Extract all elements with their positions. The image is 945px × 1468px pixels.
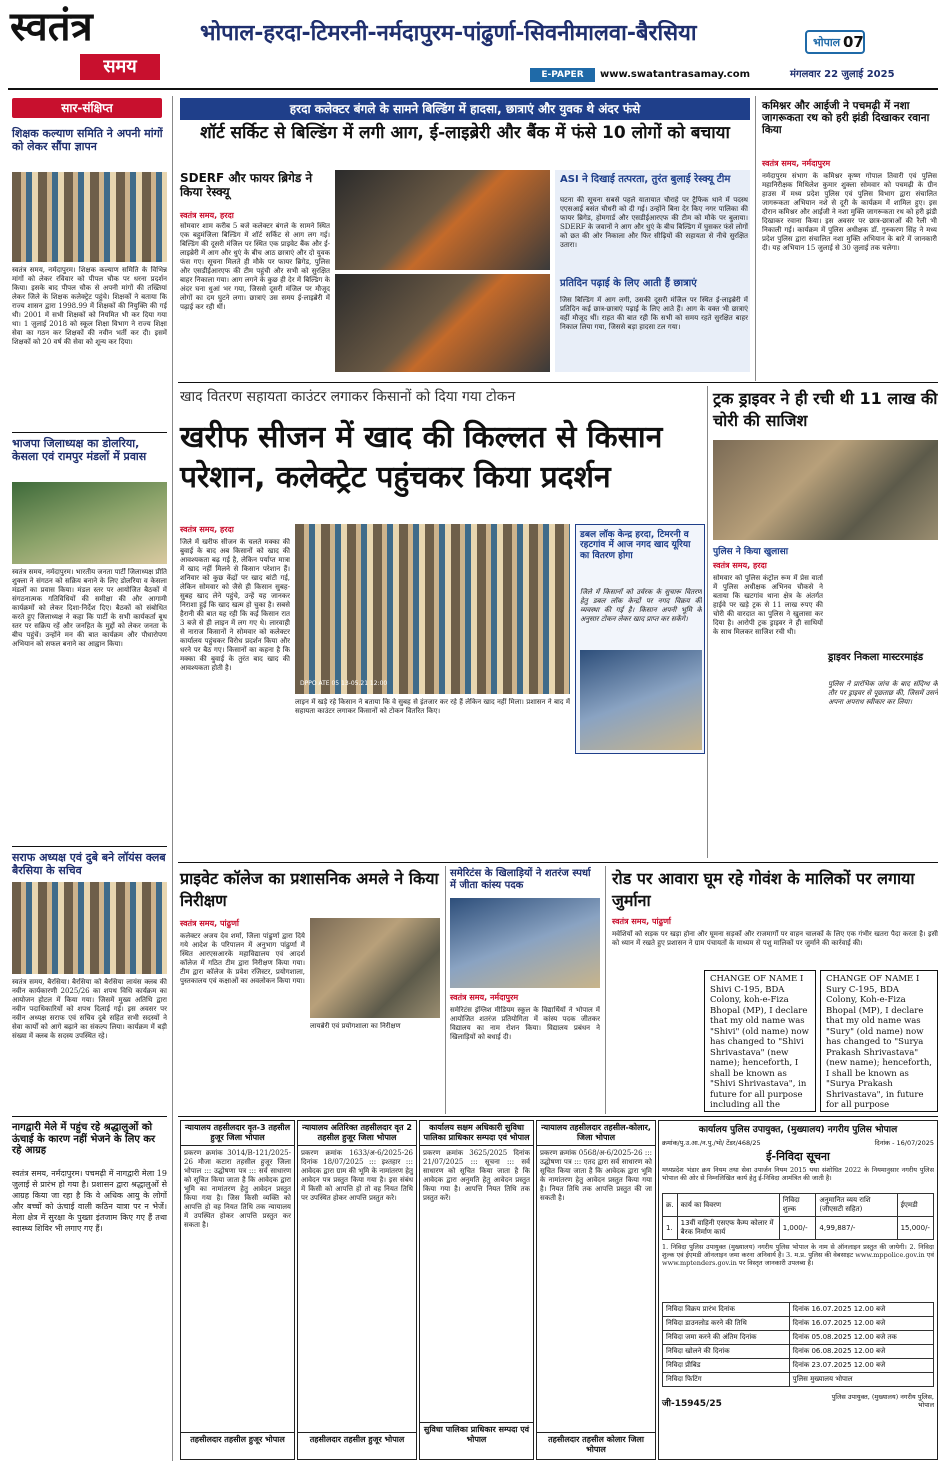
tender-col: अनुमानित व्यय राशि (जीएसटी सहित) (816, 1194, 897, 1217)
tender-notice (658, 1120, 938, 1460)
lead-body: सोमवार शाम करीब 5 बजे कलेक्टर बंगले के सामने स्थित एक बहुमंजिला बिल्डिंग में शॉर्ट सर्किट से आग लग गई। बिल्डिंग की दूसरी मंजिल पर स्थित एक प्राइवेट बैंक और ई-लाइब्रेरी में आग और धुएं के बीच आठ छात्राएं और दो युवक फंस गए। सूचना मिलते ही मौके पर फायर ब्रिगेड, पुलिस और एसडीईआरएफ की टीम पहुंची और सभी को सुरक्षित बाहर निकाला गया। आग लगने के कुछ ही देर में बिल्डिंग के अंदर घना धुआं भर गया, जिससे दूसरी मंजिल पर मौजूद लोगों का दम घुटने लगा। छात्राएं उस समय ई-लाइब्रेरी में पढ़ाई कर रही थीं। (180, 222, 330, 311)
table-row (663, 1331, 934, 1345)
page-number: 07 (843, 33, 864, 51)
college-headline: प्राइवेट कॉलेज का प्रशासनिक अमले ने किया निरीक्षण (180, 869, 439, 910)
sidebar-divider-2 (12, 846, 167, 847)
college-byline: स्वतंत्र समय, पांढुर्णा (180, 919, 239, 928)
story1-photo (12, 172, 167, 262)
story1-body: स्वतंत्र समय, नर्मदापुरम। शिक्षक कल्याण समिति के विभिन्न मांगों को लेकर रविवार को पीपल चौक पर धरना प्रदर्शन किया। इसके बाद पीपल चौक से अपनी मांगों की तख्तियां लेकर जिले के शिक्षक कलेक्ट्रेट पहुंचे। शिक्षकों ने बताया कि राज्य शासन द्वारा 1998.99 में शिक्षकों की नियुक्ति की गई थी। 2001 में सभी शिक्षकों को नियमित भी कर दिया गया था। 1 जुलाई 2018 को स्कूल शिक्षा विभाग ने राज्य शिक्षा सेवा का गठन कर शिक्षकों की नवीन भर्ती कर दी। इसमें शिक्षकों को 20 वर्ष की सेवा को शून्य कर दिया। (12, 266, 167, 346)
table-row (663, 1373, 934, 1387)
legal-ad-1 (180, 1120, 295, 1460)
lead-side-body: घटना की सूचना सबसे पहले यातायात चौराहे पर ट्रैफिक थाने में पदस्थ एएसआई बसंत चौधरी को दी गई। उन्होंने बिना देर किए नगर पालिका की फायर ब्रिगेड, होमगार्ड और एसडीईआरएफ की टीम को मौके पर बुलाया। SDERF के जवानों ने आग और धुएं के बीच बिल्डिंग में घुसकर फंसे लोगों को छत की ओर निकाला और फिर सीढ़ियों की सहायता से नीचे सुरक्षित उतारा। (560, 196, 748, 249)
section-title: सार-संक्षिप्त (61, 101, 113, 115)
legal-ad-3-body: प्रकरण क्रमांक 3625/2025 दिनांक 21/07/2025 ::: सूचना ::: सर्व साधारण को सूचित किया जाता है कि आवेदक द्वारा अनुमति हेतु आवेदन प्रस्तुत किया गया है। आपत्ति नियत तिथि तक प्रस्तुत करें। (423, 1149, 530, 1202)
sidebar-divider-1 (12, 432, 167, 433)
lead-photo-top (335, 170, 550, 270)
chess-photo (450, 898, 600, 988)
schedule-label: निविदा विक्रय प्रारंभ दिनांक (663, 1303, 790, 1317)
legal-ad-2-foot: तहसीलदार तहसील हुजूर भोपाल (298, 1432, 416, 1447)
edition-label: भोपाल (813, 36, 841, 49)
story3-body: स्वतंत्र समय, बैरसिया। बैरसिया को बैरसिया लायंस क्लब की नवीन कार्यकारणी 2025/26 का शपथ विधि कार्यक्रम का आयोजन होटल में किया गया। जिसमें मुख्य अतिथि द्वारा नवीन पदाधिकारियों को शपथ दिलाई गई। इस अवसर पर नवीन अध्यक्ष सराफ एवं सचिव दुबे सहित सभी सदस्यों ने सेवा कार्यों को आगे बढ़ाने का संकल्प लिया। कार्यक्रम में बड़ी संख्या में क्लब के सदस्य उपस्थित रहे। (12, 978, 167, 1040)
schedule-value: दिनांक 23.07.2025 12.00 बजे (789, 1359, 933, 1373)
lead-right-rule (755, 96, 756, 381)
legal-ad-2-head: न्यायालय अतिरिक्त तहसीलदार वृत 2 तहसील हुजूर जिला भोपाल (298, 1121, 416, 1146)
cattle-headline: रोड पर आवारा घूम रहे गोवंश के मालिकों पर लगाया जुर्माना (612, 869, 915, 910)
chess-headline: समेरिटंस के खिलाड़ियों ने शतरंज स्पर्धा में जीता कांस्य पदक (450, 868, 591, 891)
name-change-notice-1: CHANGE OF NAME I Shivi C-195, BDA Colony, koh-e-Fiza Bhopal (MP), I declare that my old name was "Shivi" (old name) now has changed to "Shivi Shrivastava" (new name); henceforth, I shall be known as "Shivi Shrivastava", in future for all purpose including all the (704, 970, 816, 1112)
truck-photo-caption: पुलिस ने किया खुलासा (713, 547, 789, 557)
truck-sub-body: पुलिस ने प्रारंभिक जांच के बाद संदिग्ध के तौर पर ड्राइवर से पूछताछ की, जिसमें उसने अपना अपराध स्वीकार कर लिया। (828, 680, 938, 706)
schedule-value: दिनांक 06.08.2025 12.00 बजे (789, 1345, 933, 1359)
tender-cell: 1,000/- (779, 1217, 816, 1240)
story2-headline: भाजपा जिलाध्यक्ष का डोलरिया, केसला एवं रामपुर मंडलों में प्रवास (12, 437, 147, 463)
farmers-kicker: खाद वितरण सहायता काउंटर लगाकर किसानों को दिया गया टोकन (180, 389, 516, 405)
college-photo-caption: लायब्रेरी एवं प्रयोगशाला का निरीक्षण (310, 1022, 401, 1030)
table-row (663, 1359, 934, 1373)
legal-ad-4-body: प्रकरण क्रमांक 0568/अ-6/2025-26 ::: उद्घोषणा पत्र ::: एतद द्वारा सर्व साधारण को सूचित किया जाता है कि आवेदक द्वारा भूमि के नामांतरण हेतु आवेदन प्रस्तुत किया गया है। नियत तिथि तक आपत्ति प्रस्तुत की जा सकती है। (540, 1149, 652, 1202)
tender-schedule (662, 1302, 934, 1387)
story3-headline: सराफ अध्यक्ष एवं दुबे बने लॉयंस क्लब बैरसिया के सचिव (12, 851, 166, 877)
logo-bottom: समय (103, 56, 137, 77)
tender-meta (662, 1138, 934, 1147)
truck-subhead: ड्राइवर निकला मास्टरमाइंड (828, 652, 924, 663)
section-badge (12, 98, 162, 118)
lead-side-head2: प्रतिदिन पढ़ाई के लिए आती हैं छात्राएं (560, 278, 697, 289)
legal-ad-1-foot: तहसीलदार तहसील हुजूर भोपाल (181, 1432, 294, 1447)
schedule-value: दिनांक 16.07.2025 12.00 बजे (789, 1303, 933, 1317)
chess-body: समेरिटंस इंग्लिश मीडियम स्कूल के विद्यार्थियों ने भोपाल में आयोजित शतरंज प्रतियोगिता में कांस्य पदक जीतकर विद्यालय का नाम रोशन किया। विद्यालय प्रबंधन ने खिलाड़ियों को बधाई दी। (450, 1006, 600, 1041)
masthead-logo (10, 4, 190, 84)
lead-kicker: हरदा कलेक्टर बंगले के सामने बिल्डिंग में हादसा, छात्राएं और युवक थे अंदर फंसे (289, 102, 641, 116)
cattle-byline: स्वतंत्र समय, पांढुर्णा (612, 917, 671, 926)
epaper-label: E-PAPER (541, 70, 584, 80)
story2-body: स्वतंत्र समय, नर्मदापुरम। भारतीय जनता पार्टी जिलाध्यक्ष प्रीति शुक्ला ने संगठन को सक्रिय बनाने के लिए डोलरिया व केसला मंडलों का प्रवास किया। मंडल स्तर पर आयोजित बैठकों में संगठनात्मक गतिविधियों की समीक्षा की और आगामी कार्यक्रमों को लेकर दिशा-निर्देश दिए। बैठकों को संबोधित करते हुए जिलाध्यक्ष ने कहा कि पार्टी के सभी कार्यकर्ता बूथ स्तर पर सक्रिय रहें और जनहित के मुद्दों को लेकर जनता के बीच पहुंचें। उन्होंने मन की बात कार्यक्रम और पौधारोपण अभियान को सफल बनाने का आह्वान किया। (12, 568, 167, 648)
tender-code: जी-15945/25 (662, 1399, 722, 1409)
ads-top-rule (178, 1116, 938, 1117)
table-row (663, 1217, 934, 1240)
tender-col: क्र. (663, 1194, 678, 1217)
epaper-badge (530, 68, 595, 82)
chess-right-rule (605, 866, 606, 1114)
table-row (663, 1317, 934, 1331)
truck-byline: स्वतंत्र समय, हरदा (713, 561, 767, 570)
mid-rule (178, 862, 938, 863)
legal-ad-2-body: प्रकरण क्रमांक 1633/अ-6/2025-26 दिनांक 18/07/2025 ::: इश्तहार ::: आवेदक द्वारा ग्राम की भूमि के नामांतरण हेतु आवेदन पत्र प्रस्तुत किया गया है। इस संबंध में किसी को आपत्ति हो तो वह नियत तिथि पर उपस्थित होकर आपत्ति प्रस्तुत करे। (301, 1149, 413, 1202)
legal-ad-4-foot: तहसीलदार तहसील कोलार जिला भोपाल (537, 1432, 655, 1457)
lead-kicker-bar (180, 98, 750, 120)
farmers-photo (295, 524, 570, 694)
schedule-value: दिनांक 16.07.2025 12.00 बजे (789, 1317, 933, 1331)
tender-header-row (663, 1194, 934, 1217)
pachmarhi-byline: स्वतंत्र समय, नर्मदापुरम (762, 159, 831, 168)
tender-cell: 13वीं वाहिनी एसएफ कैम्प कोलार में बैरक निर्माण कार्य (677, 1217, 779, 1240)
story2-photo (12, 482, 167, 564)
lead-side-body2: जिस बिल्डिंग में आग लगी, उसकी दूसरी मंजिल पर स्थित ई-लाइब्रेरी में प्रतिदिन कई छात्र-छात्राएं पढ़ाई के लिए आते हैं। आग के वक्त भी छात्राएं वहीं मौजूद थीं। राहत की बात रही कि सभी को समय रहते सुरक्षित बाहर निकाल लिया गया, जिससे बड़ा हादसा टल गया। (560, 296, 748, 331)
schedule-label: निविदा फिटिंग (663, 1373, 790, 1387)
lead-side-head: ASI ने दिखाई तत्परता, तुरंत बुलाई रेस्क्यू टीम (560, 174, 731, 185)
table-row (663, 1303, 934, 1317)
schedule-label: निविदा खोलने की दिनांक (663, 1345, 790, 1359)
farmers-byline: स्वतंत्र समय, हरदा (180, 525, 234, 534)
farmers-photo-stamp: DPPO ATE 05 13-05.21 12:00 (300, 680, 388, 687)
issue-date: मंगलवार 22 जुलाई 2025 (790, 69, 895, 80)
lead-bottom-rule (178, 382, 938, 383)
farmers-right-rule (707, 386, 708, 858)
legal-ad-3-head: कार्यालय सक्षम अधिकारी सुविधा पालिका प्राधिकार सम्पदा एवं भोपाल (420, 1121, 533, 1146)
legal-ad-4 (536, 1120, 656, 1460)
tender-col: कार्य का विवरण (677, 1194, 779, 1217)
legal-ad-3 (419, 1120, 534, 1460)
sidebar-divider-3 (12, 1116, 167, 1117)
tender-sign: पुलिस उपायुक्त, (मुख्यालय) नगरीय पुलिस, भोपाल (831, 1393, 934, 1409)
lead-subhead: SDERF और फायर ब्रिगेड ने किया रेस्क्यू (180, 171, 313, 199)
tender-intro: मध्यप्रदेश भंडार क्रय नियम तथा सेवा उपार्जन नियम 2015 यथा संशोधित 2022 के नियमानुसार नगरीय पुलिस भोपाल की ओर से निम्नलिखित कार्य हेतु ई-निविदा आमंत्रित की जाती है। (662, 1166, 934, 1182)
lead-headline: शॉर्ट सर्किट से बिल्डिंग में लगी आग, ई-लाइब्रेरी और बैंक में फंसे 10 लोगों को बचाया (200, 123, 730, 143)
truck-body: सोमवार को पुलिस कंट्रोल रूम में प्रेस वार्ता में पुलिस अधीक्षक अभिनव चौकसे ने बताया कि खटगांव थाना क्षेत्र के अंतर्गत हाईवे पर खड़े ट्रक से 11 लाख रुपए की चोरी की वारदात का पुलिस ने खुलासा कर दिया है। आरोपी ट्रक ड्राइवर ने ही साथियों के साथ मिलकर साजिश रची थी। (713, 574, 823, 636)
pachmarhi-headline: कमिश्नर और आईजी ने पचमढ़ी में नशा जागरूकता रथ को हरी झंडी दिखाकर रवाना किया (762, 100, 930, 137)
website-link[interactable]: www.swatantrasamay.com (600, 69, 751, 80)
cattle-body: मवेशियों को सड़क पर खड़ा होना और घूमना सड़कों और राजमार्गों पर वाहन चालकों के लिए एक गंभीर खतरा पैदा करता है। इसी को ध्यान में रखते हुए प्रशासन ने ग्राम पंचायतों के माध्यम से पशु मालिकों पर जुर्माने की कार्रवाई की। (612, 930, 938, 947)
farmers-box-photo (580, 650, 702, 750)
pachmarhi-body: नर्मदापुरम संभाग के कमिश्नर कृष्ण गोपाल तिवारी एवं पुलिस महानिरीक्षक मिथिलेश कुमार शुक्ला सोमवार को पचमढ़ी के ग्रीन हाउस में मध्य प्रदेश पुलिस एवं पुलिस विभाग द्वारा संचालित जागरूकता अभियान नशे से दूरी के कार्यक्रम में शामिल हुए। इस दौरान कमिश्नर और आईजी ने नशा मुक्ति जागरूकता रथ को हरी झंडी दिखाकर रवाना किया। इस अवसर पर छात्र-छात्राओं की रैली भी निकाली गई। कार्यक्रम में पुलिस अधीक्षक डॉ. गुरुकरण सिंह ने मध्य प्रदेश पुलिस द्वारा संचालित नशा मुक्ति अभियान के बारे में जानकारी दी। यह अभियान 15 जुलाई से 30 जुलाई तक चलेगा। (762, 172, 937, 252)
tender-title: ई-निविदा सूचना (766, 1150, 830, 1163)
legal-ad-1-body: प्रकरण क्रमांक 3014/B-121/2025-26 मौजा कटारा तहसील हुजूर जिला भोपाल ::: उद्घोषणा पत्र ::: सर्व साधारण को सूचित किया जाता है कि आवेदक द्वारा भूमि का नामांतरण हेतु आवेदन प्रस्तुत किया गया है। जिस किसी व्यक्ति को आपत्ति हो वह नियत तिथि तक न्यायालय में उपस्थित होकर आपत्ति प्रस्तुत कर सकता है। (184, 1149, 291, 1229)
tender-cell: 4,99,887/- (816, 1217, 897, 1240)
lead-byline: स्वतंत्र समय, हरदा (180, 211, 234, 220)
tender-col: ईएमडी (897, 1194, 933, 1217)
college-right-rule (445, 866, 446, 1114)
story4-body: स्वतंत्र समय, नर्मदापुरम। पचमढ़ी में नागद्वारी मेला 19 जुलाई से प्रारंभ हो गया है। प्रशासन द्वारा श्रद्धालुओं से आग्रह किया जा रहा है कि वे अधिक आयु के लोगों और बच्चों को ऊंचाई वाली कठिन यात्रा पर न भेजें। मेला क्षेत्र में सुरक्षा के पुख्ता इंतजाम किए गए हैं तथा स्वास्थ्य शिविर भी लगाए गए हैं। (12, 1169, 167, 1233)
cities-strip: भोपाल-हरदा-टिमरनी-नर्मदापुरम-पांढुर्णा-सिवनीमालवा-बैरसिया (200, 21, 697, 46)
truck-photo (713, 440, 938, 540)
chess-byline: स्वतंत्र समय, नर्मदापुरम (450, 993, 519, 1002)
tender-date: दिनांक - 16/07/2025 (874, 1139, 934, 1147)
legal-ad-4-head: न्यायालय तहसीलदार तहसील-कोलार, जिला भोपाल (537, 1121, 655, 1146)
tender-footer (662, 1393, 934, 1409)
tender-cell: 15,000/- (897, 1217, 933, 1240)
farmers-body: जिले में खरीफ सीजन के चलते मक्का की बुवाई के बाद अब किसानों को खाद की आवश्यकता बढ़ गई है, लेकिन पर्याप्त मात्रा में खाद नहीं मिलने से किसान परेशान हैं। शनिवार को कुछ केंद्रों पर खाद बांटी गई, लेकिन सोमवार को जैसे ही किसान सुबह-सुबह खाद लेने पहुंचे, उन्हें यह जानकर निराशा हुई कि खाद खत्म हो चुका है। सबसे हैरानी की बात यह रही कि कई किसान रात 3 बजे से ही लाइन में लग गए थे। लारवाही से नाराज किसानों ने सोमवार को कलेक्टर कार्यालय पहुंचकर विरोध प्रदर्शन किया और धरने पर बैठ गए। किसानों का कहना है कि मक्का की बुवाई के तुरंत बाद खाद की आवश्यकता होती है। (180, 538, 290, 672)
schedule-label: निविदा जमा करने की अंतिम दिनांक (663, 1331, 790, 1345)
tender-office: कार्यालय पुलिस उपायुक्त, (मुख्यालय) नगरीय पुलिस भोपाल (698, 1125, 898, 1135)
college-photo (310, 918, 440, 1018)
legal-ad-2 (297, 1120, 417, 1460)
edition-box (805, 30, 865, 54)
schedule-value: दिनांक 05.08.2025 12.00 बजे तक (789, 1331, 933, 1345)
story1-headline: शिक्षक कल्याण समिति ने अपनी मांगों को लेकर सौंपा ज्ञापन (12, 127, 163, 153)
logo-top: स्वतंत्र (10, 4, 93, 50)
tender-col: निविदा शुल्क (779, 1194, 816, 1217)
farmers-body2: लाइन में खड़े रहे किसान ने बताया कि वे सुबह से इंतजार कर रहे हैं लेकिन खाद नहीं मिला। प्रशासन ने बाद में सहायता काउंटर लगाकर किसानों को टोकन वितरित किए। (295, 698, 570, 715)
farmers-box-body: जिले में किसानों को उर्वरक के सुचारू वितरण हेतु डबल लॉक केन्द्रों पर नगद विक्रय की व्यवस्था की गई है। किसान अपनी भूमि के अनुसार टोकन लेकर खाद प्राप्त कर सकेंगे। (580, 588, 702, 623)
tender-notes: 1. निविदा पुलिस उपायुक्त (मुख्यालय) नगरीय पुलिस भोपाल के नाम से ऑनलाइन प्रस्तुत की जायेगी। 2. निविदा शुल्क एवं ईएमडी ऑनलाइन जमा करना अनिवार्य है। 3. म.प्र. पुलिस की वेबसाइट www.mppolice.gov.in एवं www.mptenders.gov.in पर विस्तृत जानकारी उपलब्ध है। (662, 1243, 934, 1267)
tender-cell: 1. (663, 1217, 678, 1240)
college-body: कलेक्टर अजय देव शर्मा, जिला पांढुर्णा द्वारा दिये गये आदेश के परिपालन में अनुभाग पांढुर्णा में स्थित आरएसआरके महाविद्यालय एवं आदर्श कॉलेज में गठित टीम द्वारा निरीक्षण किया गया। टीम द्वारा कॉलेज के प्रवेश रजिस्टर, प्रयोगशाला, पुस्तकालय एवं कक्षाओं का अवलोकन किया गया। (180, 932, 305, 985)
farmers-headline: खरीफ सीजन में खाद की किल्लत से किसान परेशान, कलेक्ट्रेट पहुंचकर किया प्रदर्शन (180, 420, 663, 495)
legal-ad-3-foot: सुविधा पालिका प्राधिकार सम्पदा एवं भोपाल (420, 1422, 533, 1447)
tender-ref: क्रमांक/पु.उ.आ./न.पु./भो/ टेंडर/468/25 (662, 1139, 761, 1147)
schedule-value: पुलिस मुख्यालय भोपाल (789, 1373, 933, 1387)
story3-photo (12, 882, 167, 974)
tender-table (662, 1193, 934, 1240)
truck-headline: ट्रक ड्राइवर ने ही रची थी 11 लाख की चोरी की साजिश (713, 389, 938, 430)
table-row (663, 1345, 934, 1359)
sidebar-column-rule (172, 96, 173, 1461)
lead-photo-bottom (335, 274, 550, 372)
farmers-box-head: डबल लॉक केन्द्र हरदा, टिमरनी व रहटगांव में आज नगद खाद यूरिया का वितरण होगा (580, 530, 691, 561)
story4-headline: नागद्वारी मेले में पहुंच रहे श्रद्धालुओं को ऊंचाई के कारण नहीं भेजने के लिए कर रहे आग्रह (12, 1122, 156, 1156)
schedule-label: निविदा प्रीबिड (663, 1359, 790, 1373)
logo-band (80, 54, 160, 80)
legal-ad-1-head: न्यायालय तहसीलदार वृत-3 तहसील हुजूर जिला भोपाल (181, 1121, 294, 1146)
name-change-notice-2: CHANGE OF NAME I Sury C-195, BDA Colony, Koh-e-Fiza Bhopal (MP), I declare that my old name was "Sury" (old name) now has changed to "Surya Prakash Shrivastava" (new name); henceforth, I shall be known as "Surya Prakash Shrivastava", in future for all purpose (820, 970, 938, 1112)
masthead-rule (8, 88, 938, 90)
schedule-label: निविदा डाउनलोड करने की तिथि (663, 1317, 790, 1331)
